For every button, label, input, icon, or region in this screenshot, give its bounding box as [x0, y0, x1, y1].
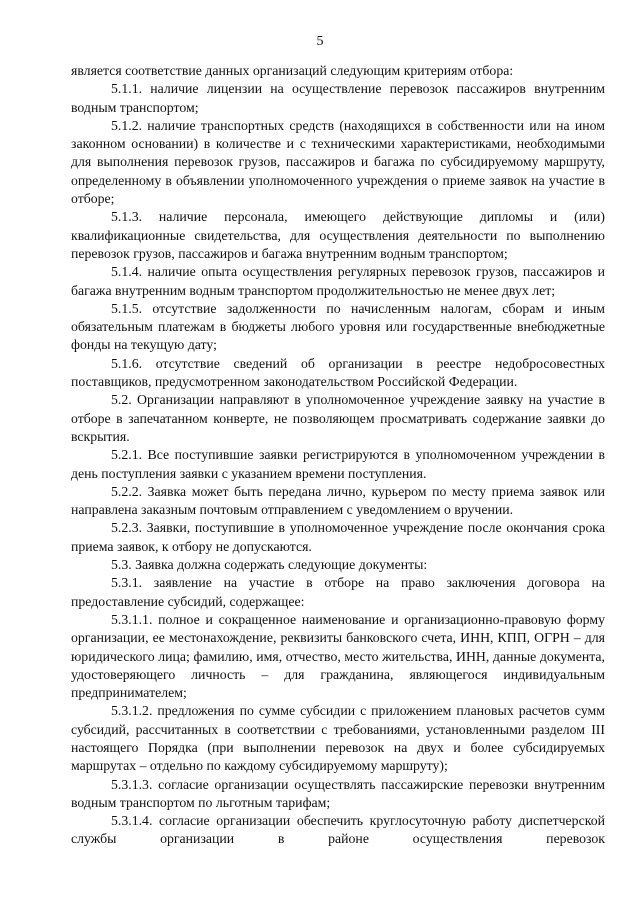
paragraph-5-1-3: 5.1.3. наличие персонала, имеющего действующие дипломы и (или) квалификационные свидетельства, для осуществления деятельности по выполнению перевозок грузов, пассажиров и багажа внутренним водным транспортом;: [71, 209, 605, 261]
paragraph-5-3-1-2: 5.3.1.2. предложения по сумме субсидии с приложением плановых расчетов сумм субсидий, рассчитанных в соответствии с требованиями, установленными разделом III настоящего Порядка (при выполнении перевозок на двух и более субсидируемых маршрутах – отдельно по каждому субсидируемому маршруту);: [71, 703, 605, 774]
paragraph-5-1-6: 5.1.6. отсутствие сведений об организации в реестре недобросовестных поставщиков, предусмотренном законодательством Российской Федерации.: [71, 355, 605, 390]
paragraph-intro-continuation: является соответствие данных организаций следующим критериям отбора:: [71, 63, 514, 78]
paragraph-5-1-5: 5.1.5. отсутствие задолженности по начисленным налогам, сборам и иным обязательным платежам в бюджеты любого уровня или государственные внебюджетные фонды на текущую дату;: [71, 300, 605, 353]
document-body: [71, 62, 605, 849]
paragraph-5-1-2: 5.1.2. наличие транспортных средств (находящихся в собственности или на ином законном основании) в количестве и с техническими характеристиками, необходимыми для выполнения перевозок грузов, пассажиров и багажа по субсидируемому маршруту, определенному в объявлении уполномоченного учреждения о приеме заявок на участие в отборе;: [71, 117, 605, 207]
page-number: 5: [316, 34, 324, 49]
paragraph-5-3-1-1: 5.3.1.1. полное и сокращенное наименование и организационно-правовую форму организации, ее местонахождение, реквизиты банковского счета, ИНН, КПП, ОГРН – для юридического лица; фамилию, имя, отчество, место жительства, ИНН, данные документа, удостоверяющего личность – для гражданина, являющегося индивидуальным предпринимателем;: [71, 611, 605, 701]
paragraph-5-2: 5.2. Организации направляют в уполномоченное учреждение заявку на участие в отборе в запечатанном конверте, не позволяющем просматривать содержание заявки до вскрытия.: [71, 392, 605, 444]
paragraph-5-2-2: 5.2.2. Заявка может быть передана лично, курьером по месту приема заявок или направлена заказным почтовым отправлением с уведомлением о вручении.: [71, 483, 605, 518]
paragraph-5-2-3: 5.2.3. Заявки, поступившие в уполномоченное учреждение после окончания срока приема заявок, к отбору не допускаются.: [71, 520, 605, 554]
paragraph-5-3-1-3: 5.3.1.3. согласие организации осуществлять пассажирские перевозки внутренним водным транспортом по льготным тарифам;: [71, 776, 605, 810]
paragraph-5-1-4: 5.1.4. наличие опыта осуществления регулярных перевозок грузов, пассажиров и багажа внутренним водным транспортом продолжительностью не менее двух лет;: [71, 264, 605, 298]
paragraph-5-3-1-4: 5.3.1.4. согласие организации обеспечить круглосуточную работу диспетчерской службы организации в районе осуществления перевозок: [71, 813, 605, 847]
paragraph-5-1-1: 5.1.1. наличие лицензии на осуществление перевозок пассажиров внутренним водным транспортом;: [71, 81, 605, 115]
paragraph-5-2-1: 5.2.1. Все поступившие заявки регистрируются в уполномоченном учреждении в день поступления заявки с указанием времени поступления.: [71, 447, 605, 481]
paragraph-5-3-1: 5.3.1. заявление на участие в отборе на право заключения договора на предоставление субсидий, содержащее:: [71, 575, 605, 609]
paragraph-5-3: 5.3. Заявка должна содержать следующие документы:: [111, 557, 428, 573]
